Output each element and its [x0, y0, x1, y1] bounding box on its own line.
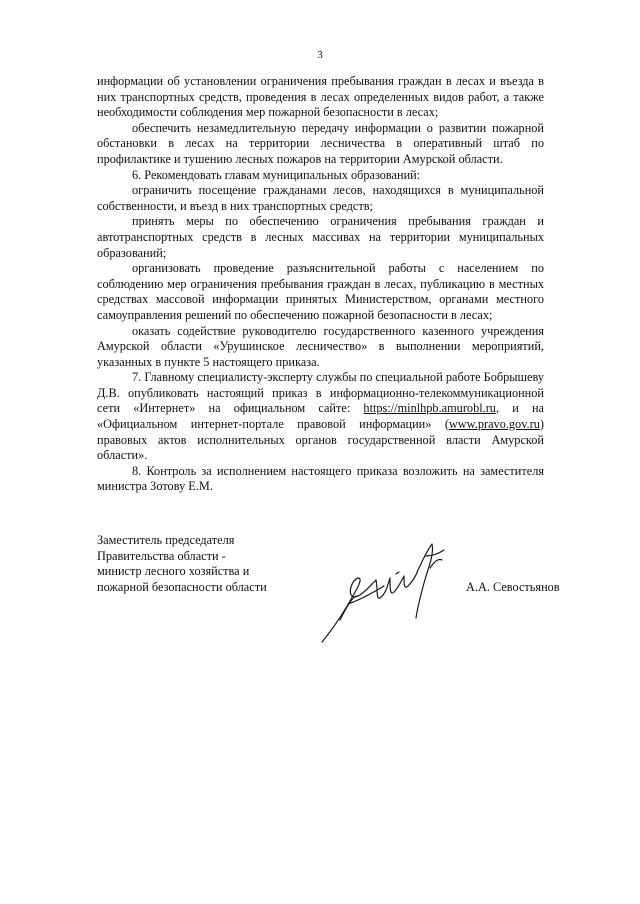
- paragraph-item-6: 6. Рекомендовать главам муниципальных образований:: [132, 167, 421, 182]
- paragraph-item-8: 8. Контроль за исполнением настоящего приказа возложить на заместителя министра Зотову Е.М.: [97, 463, 544, 494]
- paragraph-explanatory-work: организовать проведение разъяснительной работы с населением по соблюдению мер ограничения пребывания граждан в лесах, публикацию в местных средствах массовой информации принятых Министерством, органами местного самоуправления решений по обеспечению пожарной безопасности в лесах;: [97, 261, 544, 322]
- item-7-text: 7. Главному специалисту-эксперту службы по специальной работе Бобрышеву Д.В. опубликовать настоящий приказ в информационно-телекоммуникационной сети «Интернет» на официальном сайте:: [97, 370, 544, 416]
- paragraph-item-7: [97, 370, 544, 464]
- position-line: пожарной безопасности области: [97, 579, 267, 594]
- signer-name: А.А. Севостьянов: [466, 580, 560, 594]
- handwritten-signature: [318, 538, 458, 646]
- paragraph-limit-visits: ограничить посещение гражданами лесов, находящихся в муниципальной собственности, и въезд в них транспортных средств;: [97, 183, 544, 213]
- document-body: [97, 74, 544, 495]
- position-line: министр лесного хозяйства и: [97, 564, 250, 579]
- item-7-text-end: ) правовых актов исполнительных органов государственной власти Амурской области».: [97, 417, 544, 463]
- paragraph-info-continuation: информации об установлении ограничения пребывания граждан в лесах и въезда в них транспортных средств, проведения в лесах определенных видов работ, а также необходимости соблюдения мер пожарной безопасности в лесах;: [97, 74, 544, 120]
- signatory-position: [97, 533, 267, 595]
- item-7-text-middle: , и на «Официальном интернет-портале правовой информации» (: [97, 401, 544, 432]
- position-line: Правительства области -: [97, 548, 226, 563]
- minlhpb-site-link[interactable]: https://minlhpb.amurobl.ru: [363, 401, 496, 416]
- position-line: Заместитель председателя: [97, 533, 235, 547]
- paragraph-take-measures: принять меры по обеспечению ограничения пребывания граждан и автотранспортных средств в лесных массивах на территории муниципальных образований;: [97, 214, 544, 260]
- paragraph-assist: оказать содействие руководителю государственного казенного учреждения Амурской области «Урушинское лесничество» в выполнении мероприятий, указанных в пункте 5 настоящего приказа.: [97, 323, 544, 369]
- paragraph-fire-info: обеспечить незамедлительную передачу информации о развитии пожарной обстановки в лесах на территории лесничества в оперативный штаб по профилактике и тушению лесных пожаров на территории Амурской области.: [97, 120, 544, 166]
- page-number: 3: [317, 49, 323, 61]
- pravo-gov-link[interactable]: www.pravo.gov.ru: [448, 417, 540, 432]
